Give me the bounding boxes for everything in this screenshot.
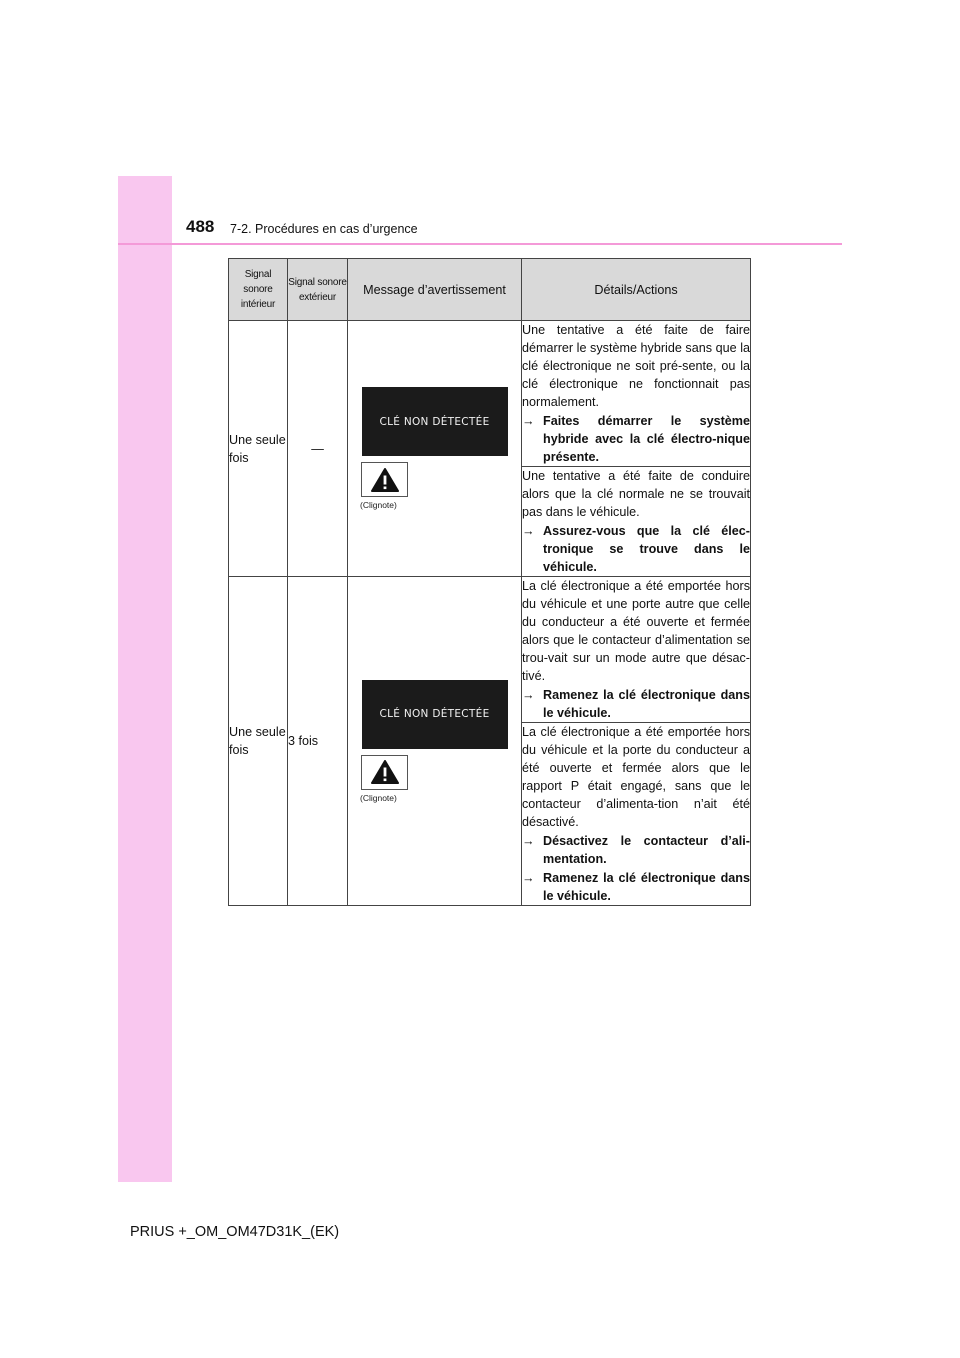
warning-triangle-icon (370, 467, 400, 493)
detail-text: La clé électronique a été emportée hors du véhicule et la porte du conducteur a été ouverte et fermée alors que le rapport P était engagé, sans que le contacteur d’alimenta-tion n’ait été désactivé. (522, 725, 750, 829)
exterior-signal-cell: 3 fois (288, 577, 348, 906)
page-number: 488 (186, 217, 215, 236)
action-text: Ramenez la clé électronique dans le véhicule. (543, 688, 750, 720)
col-header-details: Détails/Actions (522, 259, 751, 321)
exterior-signal-cell: — (288, 321, 348, 577)
detail-text: La clé électronique a été emportée hors du véhicule et une porte autre que celle du conducteur a été ouverte et fermée alors que le contacteur d’alimentation se trou-vait sur un mode autre que désac-tivé. (522, 579, 750, 683)
message-cell (348, 321, 522, 577)
action-item (522, 522, 750, 576)
action-text: Assurez-vous que la clé élec-tronique se trouve dans le véhicule. (543, 524, 750, 574)
warning-indicator (361, 462, 408, 497)
col-header-interior: Signal sonore intérieur (229, 259, 288, 321)
arrow-icon: → (522, 524, 535, 538)
blink-note: (Clignote) (360, 500, 397, 510)
warning-table (228, 258, 751, 906)
action-text: Faites démarrer le système hybride avec la clé électro-nique présente. (543, 414, 750, 464)
col-header-message: Message d’avertissement (348, 259, 522, 321)
message-cell (348, 577, 522, 906)
table-row (229, 321, 751, 467)
col-header-exterior: Signal sonore extérieur (288, 259, 348, 321)
detail-text: Une tentative a été faite de conduire alors que la clé normale ne se trouvait pas dans le véhicule. (522, 469, 750, 519)
action-text: Désactivez le contacteur d’ali-mentation. (543, 834, 750, 866)
interior-signal-cell: Une seule fois (229, 321, 288, 577)
display-message-text: CLÉ NON DÉTECTÉE (379, 708, 490, 720)
table-header-row (229, 259, 751, 321)
detail-cell (522, 723, 751, 906)
arrow-icon: → (522, 871, 535, 885)
action-text: Ramenez la clé électronique dans le véhicule. (543, 871, 750, 903)
action-item (522, 412, 750, 466)
interior-signal-cell: Une seule fois (229, 577, 288, 906)
display-screen (362, 680, 508, 749)
table-row (229, 577, 751, 723)
action-item (522, 832, 750, 868)
arrow-icon: → (522, 414, 535, 428)
action-item (522, 869, 750, 905)
action-item (522, 686, 750, 722)
detail-cell (522, 321, 751, 467)
warning-triangle-icon (370, 759, 400, 785)
detail-cell (522, 467, 751, 577)
display-message-text: CLÉ NON DÉTECTÉE (379, 415, 490, 428)
section-title: 7-2. Procédures en cas d’urgence (230, 222, 418, 236)
blink-note: (Clignote) (360, 792, 397, 803)
side-tab-band (118, 176, 172, 1182)
display-screen (362, 387, 508, 456)
detail-text: Une tentative a été faite de faire démarrer le système hybride sans que la clé électronique ne soit pré-sente, ou la clé électronique ne fonctionnait pas normalement. (522, 323, 750, 409)
arrow-icon: → (522, 834, 535, 848)
header-rule (118, 243, 842, 245)
warning-indicator (361, 755, 408, 790)
arrow-icon: → (522, 688, 535, 702)
detail-cell (522, 577, 751, 723)
footer-model-code: PRIUS +_OM_OM47D31K_(EK) (130, 1224, 340, 1240)
